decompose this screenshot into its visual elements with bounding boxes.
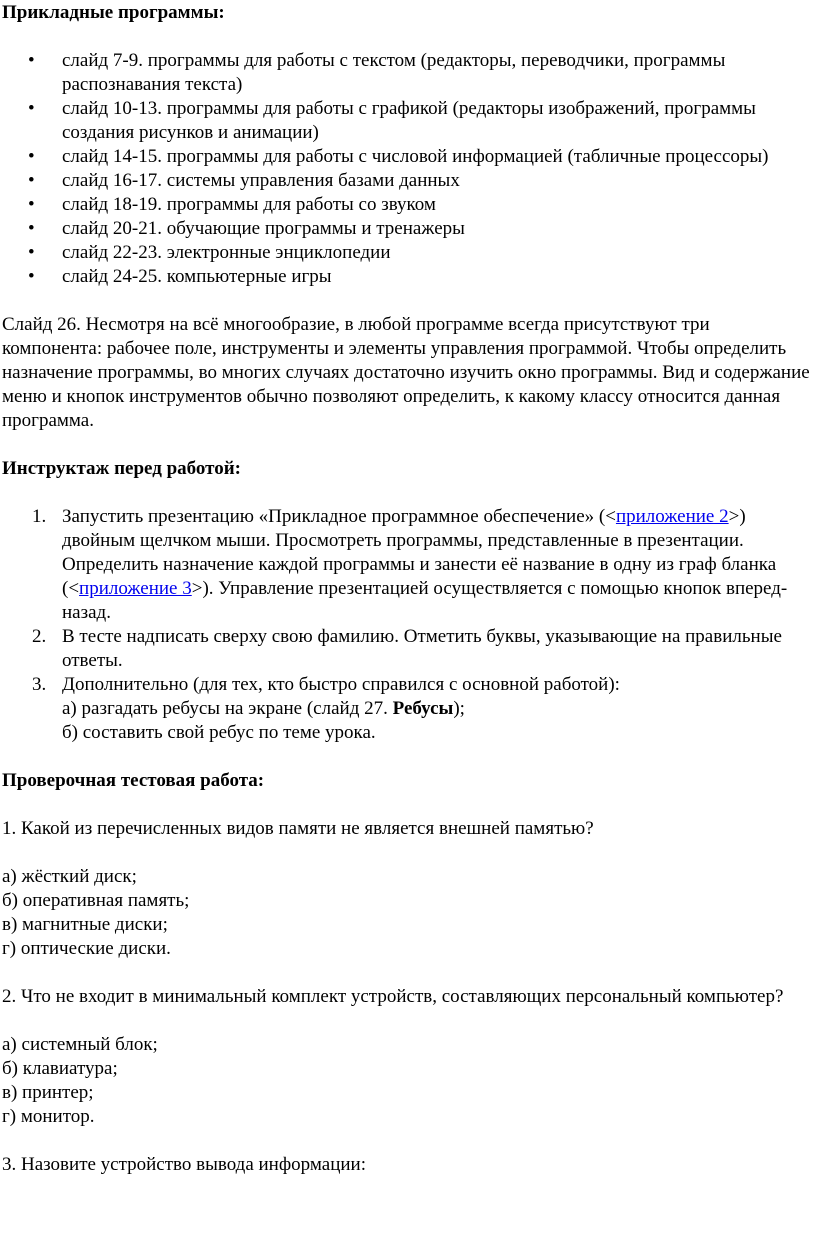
item-text-part: >) двойным щелчком мыши. Просмотреть программы, представленные в презентации. Определить назначение каждой программы и занести её название в одну из граф бланка (< (62, 506, 777, 599)
question-3: 3. Назовите устройство вывода информации: (2, 1154, 366, 1175)
item-number: 2. (32, 626, 47, 647)
answer-option: в) магнитные диски; (2, 914, 168, 935)
answer-option: а) системный блок; (2, 1034, 158, 1055)
answer-option: г) монитор. (2, 1106, 95, 1127)
sub-item-a-prefix: а) разгадать ребусы на экране (слайд 27. (62, 698, 393, 719)
sub-item-a-suffix: ); (453, 698, 465, 719)
item-text: В тесте надписать сверху свою фамилию. Отметить буквы, указывающие на правильные ответы. (62, 626, 782, 671)
document-page (2, 1, 814, 1177)
sub-item-a (62, 697, 814, 721)
question-2: 2. Что не входит в минимальный комплект устройств, составляющих персональный компьютер? (2, 986, 784, 1007)
item-text-part: >). Управление презентацией осуществляется с помощью кнопок вперед-назад. (62, 578, 788, 623)
list-item: • слайд 18-19. программы для работы со звуком (2, 193, 814, 217)
list-item: • слайд 14-15. программы для работы с числовой информацией (табличные процессоры) (2, 145, 814, 169)
answer-option: а) жёсткий диск; (2, 866, 137, 887)
apps-heading: Прикладные программы: (2, 2, 225, 23)
list-item: • слайд 24-25. компьютерные игры (2, 265, 814, 289)
briefing-item-1 (2, 505, 814, 625)
item-text-part: Запустить презентацию «Прикладное программное обеспечение» (< (62, 506, 616, 527)
apps-list (2, 49, 814, 289)
question-1: 1. Какой из перечисленных видов памяти не является внешней памятью? (2, 818, 594, 839)
list-item: • слайд 16-17. системы управления базами данных (2, 169, 814, 193)
test-heading: Проверочная тестовая работа: (2, 770, 265, 791)
appendix-2-link[interactable]: приложение 2 (615, 506, 729, 527)
list-item: • слайд 7-9. программы для работы с текстом (редакторы, переводчики, программы распознавания текста) (2, 49, 814, 97)
slide26-paragraph: Слайд 26. Несмотря на всё многообразие, в любой программе всегда присутствуют три компонента: рабочее поле, инструменты и элементы управления программой. Чтобы определить назначение программы, во многих случаях достаточно изучить окно программы. Вид и содержание меню и кнопок инструментов обычно позволяют определить, к какому классу относится данная программа. (2, 314, 810, 431)
appendix-3-link[interactable]: приложение 3 (79, 578, 192, 599)
list-item: • слайд 20-21. обучающие программы и тренажеры (2, 217, 814, 241)
answer-option: в) принтер; (2, 1082, 94, 1103)
sub-item-b: б) составить свой ребус по теме урока. (62, 722, 376, 743)
briefing-item-2 (2, 625, 814, 673)
item-text: Дополнительно (для тех, кто быстро справился с основной работой): (62, 674, 620, 695)
rebus-bold: Ребусы (392, 698, 454, 719)
briefing-heading: Инструктаж перед работой: (2, 458, 241, 479)
item-number: 3. (32, 674, 47, 695)
answer-option: б) клавиатура; (2, 1058, 118, 1079)
list-item: • слайд 10-13. программы для работы с графикой (редакторы изображений, программы создания рисунков и анимации) (2, 97, 814, 145)
item-number: 1. (32, 506, 47, 527)
briefing-item-3 (2, 673, 814, 745)
answer-option: б) оперативная память; (2, 890, 190, 911)
briefing-list (2, 505, 814, 745)
list-item: • слайд 22-23. электронные энциклопедии (2, 241, 814, 265)
answer-option: г) оптические диски. (2, 938, 171, 959)
